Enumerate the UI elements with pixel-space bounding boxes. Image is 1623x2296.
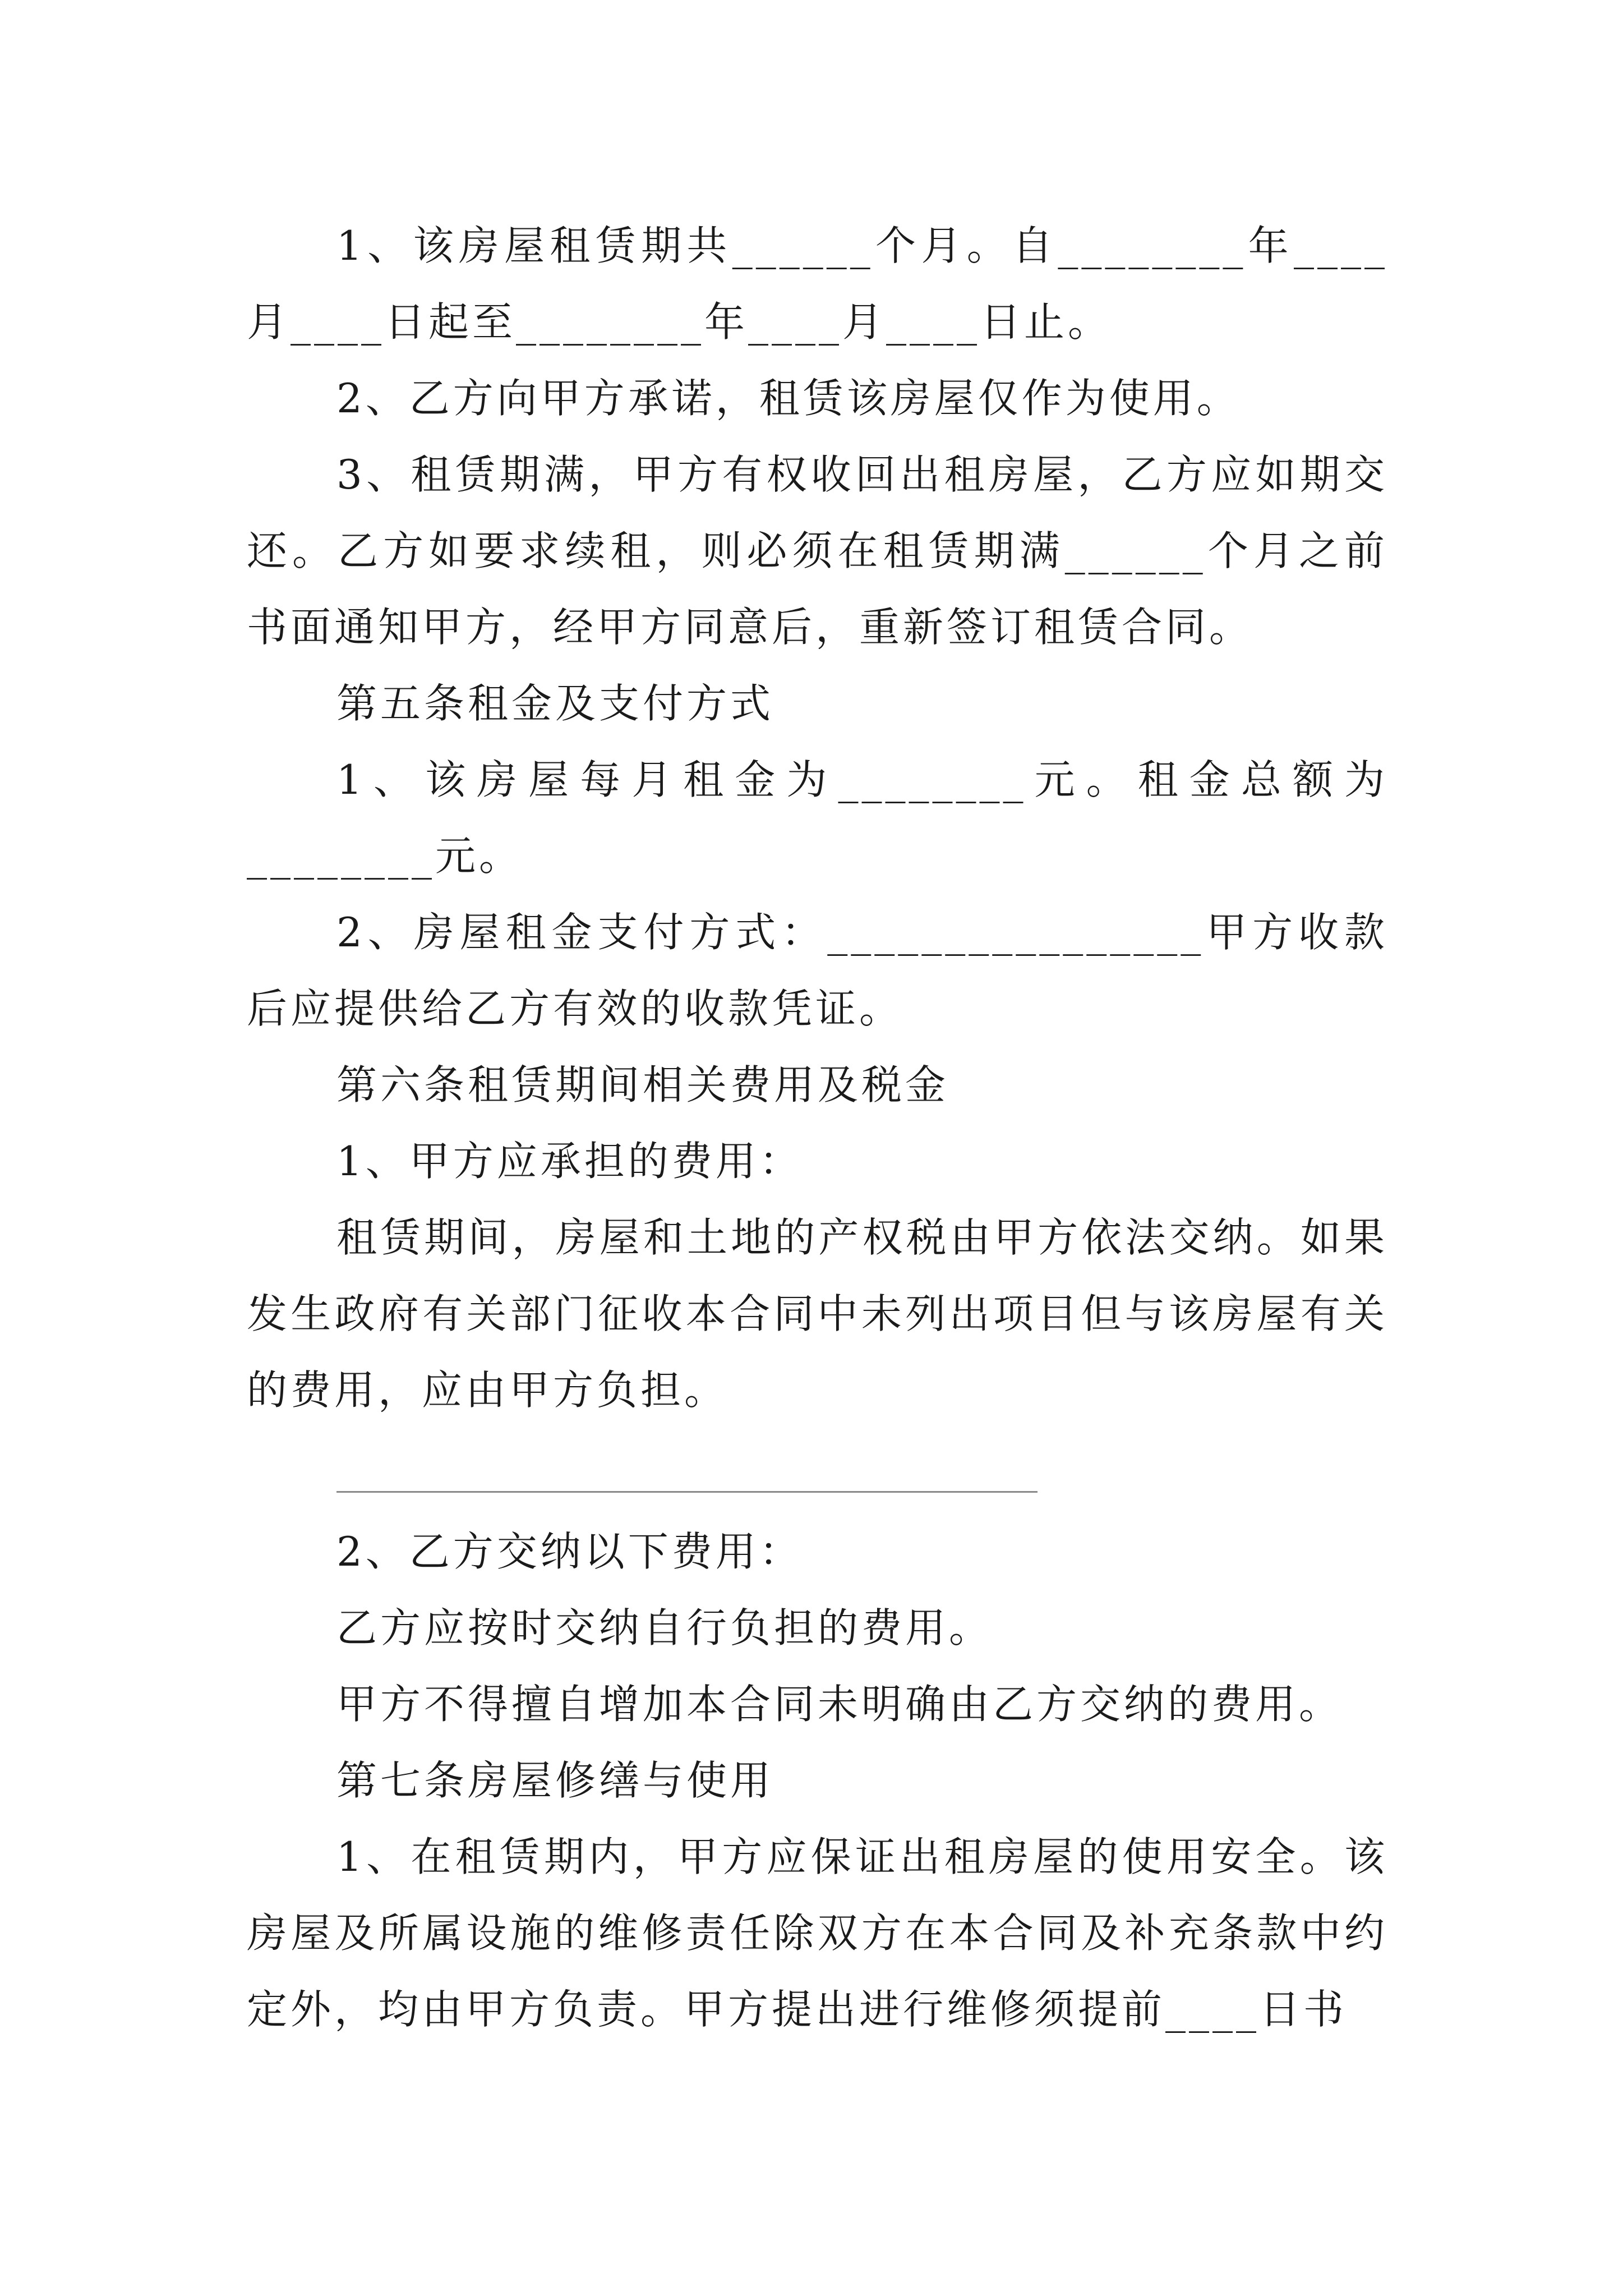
clause-term-months: 1、该房屋租赁期共______个月。自________年____月____日起至________年____月____日止。 xyxy=(247,222,1388,346)
section-divider xyxy=(336,1491,1038,1493)
clause-property-tax: 租赁期间，房屋和土地的产权税由甲方依法交纳。如果发生政府有关部门征收本合同中未列出项目但与该房屋有关的费用，应由甲方负担。 xyxy=(247,1214,1388,1414)
clause-party-b-timely-payment: 乙方应按时交纳自行负担的费用。 xyxy=(336,1604,993,1651)
clause-party-b-fees: 2、乙方交纳以下费用： xyxy=(336,1528,803,1575)
clause-payment-method: 2、房屋租金支付方式：________________甲方收款后应提供给乙方有效的收款凭证。 xyxy=(247,909,1388,1032)
article-6-heading: 第六条租赁期间相关费用及税金 xyxy=(336,1061,949,1108)
clause-renewal: 3、租赁期满，甲方有权收回出租房屋，乙方应如期交还。乙方如要求续租，则必须在租赁期满______个月之前书面通知甲方，经甲方同意后，重新签订租赁合同。 xyxy=(247,451,1388,651)
clause-monthly-rent: 1、该房屋每月租金为________元。租金总额为________元。 xyxy=(247,756,1388,880)
clause-no-extra-fees: 甲方不得擅自增加本合同未明确由乙方交纳的费用。 xyxy=(336,1681,1343,1728)
clause-repair-safety: 1、在租赁期内，甲方应保证出租房屋的使用安全。该房屋及所属设施的维修责任除双方在本合同及补充条款中约定外，均由甲方负责。甲方提出进行维修须提前____日书 xyxy=(247,1833,1388,2033)
clause-party-a-fees: 1、甲方应承担的费用： xyxy=(336,1138,803,1185)
clause-use-promise: 2、乙方向甲方承诺，租赁该房屋仅作为使用。 xyxy=(336,375,1241,422)
article-5-heading: 第五条租金及支付方式 xyxy=(336,680,774,727)
article-7-heading: 第七条房屋修缮与使用 xyxy=(336,1757,774,1804)
